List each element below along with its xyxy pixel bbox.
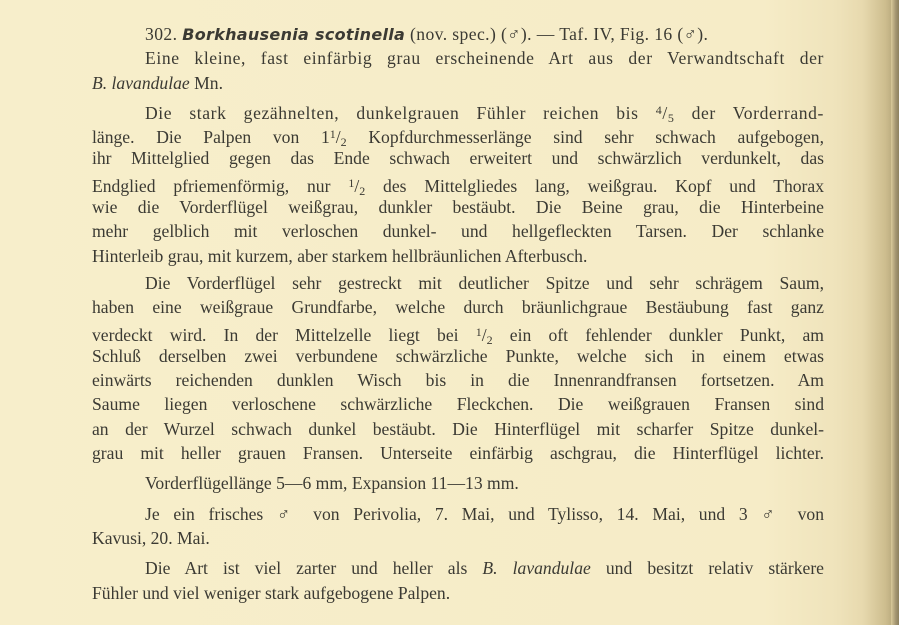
text-line: länge. Die Palpen von $1^1/2$ Kopfdurchmesserlänge sind sehr schwach aufgebogen, — [92, 127, 824, 150]
fraction-numerator: 1 — [475, 324, 482, 339]
text-line: Die stark gezähnelten, dunkelgrauen Fühler reichen bis $^4$/5 der Vorderrand- — [145, 102, 824, 125]
text-line: Kavusi, 20. Mai. — [92, 527, 210, 548]
fraction-denominator: 5 — [667, 110, 675, 125]
paragraph-antennae-palps — [92, 98, 824, 268]
text-fragment: Die stark gezähnelten, dunkelgrauen Fühler reichen bis — [145, 102, 656, 123]
text-line: Die Vorderflügel sehr gestreckt mit deutlicher Spitze und sehr schrägem Saum, — [145, 272, 824, 293]
em-dash: — — [536, 24, 555, 44]
text-fragment: verdeckt wird. In der Mittelzelle liegt bei — [92, 324, 476, 345]
text-line: wie die Vorderflügel weißgrau, dunkler bestäubt. Die Beine grau, die Hinterbeine — [92, 197, 824, 218]
page-edge-shadow — [891, 0, 899, 625]
text-line: Saume liegen verloschene schwärzliche Fleckchen. Die weißgrauen Fransen sind — [92, 394, 824, 415]
species-name: Borkhausenia scotinella — [182, 25, 406, 44]
fraction-denominator: 2 — [359, 183, 366, 198]
text-fragment: Mn. — [189, 72, 223, 93]
text-line: Hinterleib grau, mit kurzem, aber starkem hellbräunlichen Afterbusch. — [92, 245, 588, 266]
text-fragment: Kopfdurchmesserlänge sind sehr schwach aufgebogen, — [346, 127, 824, 148]
fraction-numerator: 1 — [329, 127, 336, 142]
fraction-denominator: 2 — [486, 332, 493, 347]
fraction-numerator: 1 — [348, 175, 355, 190]
text-fragment: des Mittelgliedes lang, weißgrau. Kopf und Thorax — [365, 175, 825, 196]
text-line: haben eine weißgraue Grundfarbe, welche durch bräunlichgraue Bestäubung fast ganz — [92, 297, 824, 318]
species-status: (nov. spec.) — [409, 24, 497, 44]
text-line — [92, 71, 824, 95]
plate-reference: Taf. IV, Fig. 16 — [559, 24, 673, 44]
species-heading — [92, 22, 824, 46]
text-line: einwärts reichenden dunklen Wisch bis in die Innenrandfransen fortsetzen. Am — [92, 370, 824, 391]
text-line: Fühler und viel weniger stark aufgebogene Palpen. — [92, 582, 451, 603]
paragraph-forewings — [92, 271, 824, 465]
text-line: grau mit heller grauen Fransen. Unterseite einfärbig aschgrau, die Hinterflügel lichter. — [92, 443, 824, 464]
fraction-numerator: 4 — [655, 102, 663, 117]
text-fragment: und besitzt relativ stärkere — [590, 558, 824, 579]
text-fragment: der Vorderrand- — [674, 102, 824, 123]
text-fragment: länge. Die Palpen von 1 — [92, 127, 330, 148]
text-line: an der Wurzel schwach dunkel bestäubt. Die Hinterflügel mit scharfer Spitze dunkel- — [92, 418, 824, 439]
text-line: verdeckt wird. In der Mittelzelle liegt bei $^1$/2 ein oft fehlender dunkler Punkt, am — [92, 324, 824, 347]
species-reference: B. lavandulae — [92, 72, 190, 93]
text-line: ihr Mittelglied gegen das Ende schwach erweitert und schwärzlich verdunkelt, das — [92, 148, 824, 169]
species-reference: B. lavandulae — [482, 558, 591, 579]
paragraph-measurements — [92, 471, 824, 495]
text-line — [92, 556, 824, 580]
species-description — [92, 22, 824, 605]
text-line: Vorderflügellänge 5—6 mm, Expansion 11—13 mm. — [145, 473, 519, 494]
text-fragment: Endglied pfriemenförmig, nur — [92, 175, 349, 196]
text-line: mehr gelblich mit verloschen dunkel- und hellgefleckten Tarsen. Der schlanke — [92, 221, 824, 242]
text-fragment: ein oft fehlender dunkler Punkt, am — [492, 324, 824, 345]
text-fragment: Die Art ist viel zarter und heller als — [145, 558, 483, 579]
sex-symbol-male: (♂). — [501, 24, 532, 44]
sex-symbol-male: (♂). — [677, 24, 709, 44]
text-line: Eine kleine, fast einfärbig grau erscheinende Art aus der Verwandtschaft der — [145, 48, 824, 69]
species-number: 302. — [145, 24, 178, 44]
paragraph-comparison — [92, 556, 824, 605]
text-line: Schluß derselben zwei verbundene schwärzliche Punkte, welche sich in einem etwas — [92, 345, 824, 366]
paragraph-intro — [92, 46, 824, 95]
paragraph-localities — [92, 502, 824, 551]
text-line: Je ein frisches ♂ von Perivolia, 7. Mai, und Tylisso, 14. Mai, und 3 ♂ von — [145, 503, 824, 524]
fraction-denominator: 2 — [340, 135, 347, 150]
text-line: Endglied pfriemenförmig, nur $^1$/2 des Mittelgliedes lang, weißgrau. Kopf und Thorax — [92, 175, 825, 198]
